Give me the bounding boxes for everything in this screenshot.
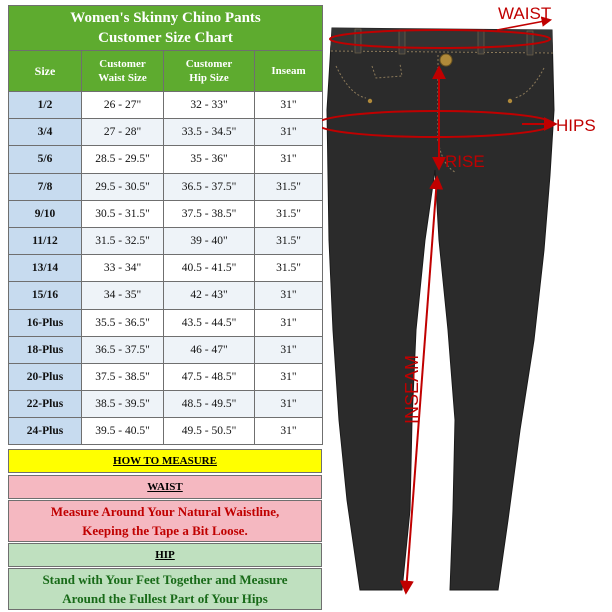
hips-label: HIPS xyxy=(556,116,596,135)
waist-cell: 35.5 - 36.5" xyxy=(82,309,164,336)
hip-instructions xyxy=(8,568,322,610)
table-row xyxy=(9,255,323,282)
button xyxy=(440,54,452,66)
belt-loop xyxy=(399,30,405,54)
table-row xyxy=(9,119,323,146)
hip-cell: 48.5 - 49.5" xyxy=(164,391,255,418)
hip-cell: 40.5 - 41.5" xyxy=(164,255,255,282)
size-cell: 9/10 xyxy=(9,200,82,227)
inseam-label: INSEAM xyxy=(402,354,422,424)
inseam-cell: 31" xyxy=(255,282,323,309)
size-cell: 13/14 xyxy=(9,255,82,282)
hip-cell: 49.5 - 50.5" xyxy=(164,418,255,445)
table-row xyxy=(9,309,323,336)
inseam-cell: 31.5" xyxy=(255,200,323,227)
hip-instructions-text: Stand with Your Feet Together and Measure Around the Fullest Part of Your Hips xyxy=(42,572,288,606)
hip-cell: 33.5 - 34.5" xyxy=(164,119,255,146)
size-cell: 1/2 xyxy=(9,92,82,119)
hip-cell: 47.5 - 48.5" xyxy=(164,363,255,390)
waist-cell: 38.5 - 39.5" xyxy=(82,391,164,418)
hip-cell: 35 - 36" xyxy=(164,146,255,173)
table-row xyxy=(9,146,323,173)
waist-cell: 31.5 - 32.5" xyxy=(82,227,164,254)
header-size: Size xyxy=(9,51,82,92)
waist-cell: 30.5 - 31.5" xyxy=(82,200,164,227)
inseam-cell: 31" xyxy=(255,92,323,119)
chart-title xyxy=(9,6,323,51)
size-cell: 15/16 xyxy=(9,282,82,309)
waist-cell: 37.5 - 38.5" xyxy=(82,363,164,390)
size-cell: 5/6 xyxy=(9,146,82,173)
size-rows xyxy=(9,92,323,445)
hip-cell: 36.5 - 37.5" xyxy=(164,173,255,200)
header-waist: Customer Waist Size xyxy=(82,51,164,92)
table-row xyxy=(9,418,323,445)
waist-cell: 26 - 27" xyxy=(82,92,164,119)
waist-cell: 33 - 34" xyxy=(82,255,164,282)
inseam-cell: 31.5" xyxy=(255,227,323,254)
rise-label: RISE xyxy=(445,152,485,171)
header-hip: Customer Hip Size xyxy=(164,51,255,92)
waist-cell: 39.5 - 40.5" xyxy=(82,418,164,445)
table-row xyxy=(9,200,323,227)
table-row xyxy=(9,227,323,254)
waist-label: WAIST xyxy=(498,4,552,23)
inseam-cell: 31" xyxy=(255,309,323,336)
hip-cell: 39 - 40" xyxy=(164,227,255,254)
waist-instructions xyxy=(8,500,322,542)
table-row xyxy=(9,92,323,119)
waist-cell: 27 - 28" xyxy=(82,119,164,146)
size-cell: 11/12 xyxy=(9,227,82,254)
waist-heading: WAIST xyxy=(8,475,322,499)
inseam-cell: 31.5" xyxy=(255,173,323,200)
header-inseam: Inseam xyxy=(255,51,323,92)
jeans-silhouette xyxy=(327,28,554,590)
table-row xyxy=(9,282,323,309)
inseam-cell: 31" xyxy=(255,391,323,418)
chart-title-line1: Women's Skinny Chino Pants xyxy=(70,10,261,26)
table-row xyxy=(9,391,323,418)
size-cell: 20-Plus xyxy=(9,363,82,390)
size-cell: 18-Plus xyxy=(9,336,82,363)
hip-cell: 42 - 43" xyxy=(164,282,255,309)
size-chart-table xyxy=(8,5,323,445)
size-cell: 24-Plus xyxy=(9,418,82,445)
chart-title-line2: Customer Size Chart xyxy=(98,30,233,46)
hip-cell: 37.5 - 38.5" xyxy=(164,200,255,227)
waist-cell: 29.5 - 30.5" xyxy=(82,173,164,200)
table-row xyxy=(9,336,323,363)
size-cell: 3/4 xyxy=(9,119,82,146)
how-to-measure-heading: HOW TO MEASURE xyxy=(8,449,322,473)
waist-instructions-text: Measure Around Your Natural Waistline, Keeping the Tape a Bit Loose. xyxy=(50,504,280,538)
waist-cell: 28.5 - 29.5" xyxy=(82,146,164,173)
waist-cell: 34 - 35" xyxy=(82,282,164,309)
inseam-cell: 31" xyxy=(255,363,323,390)
jeans-diagram xyxy=(322,0,612,612)
size-cell: 22-Plus xyxy=(9,391,82,418)
inseam-cell: 31" xyxy=(255,336,323,363)
waist-cell: 36.5 - 37.5" xyxy=(82,336,164,363)
size-cell: 7/8 xyxy=(9,173,82,200)
hip-cell: 32 - 33" xyxy=(164,92,255,119)
inseam-cell: 31" xyxy=(255,119,323,146)
belt-loop xyxy=(478,30,484,54)
inseam-cell: 31" xyxy=(255,418,323,445)
table-row xyxy=(9,363,323,390)
hip-cell: 43.5 - 44.5" xyxy=(164,309,255,336)
inseam-cell: 31.5" xyxy=(255,255,323,282)
hip-heading: HIP xyxy=(8,543,322,567)
table-row xyxy=(9,173,323,200)
size-cell: 16-Plus xyxy=(9,309,82,336)
inseam-cell: 31" xyxy=(255,146,323,173)
hip-cell: 46 - 47" xyxy=(164,336,255,363)
